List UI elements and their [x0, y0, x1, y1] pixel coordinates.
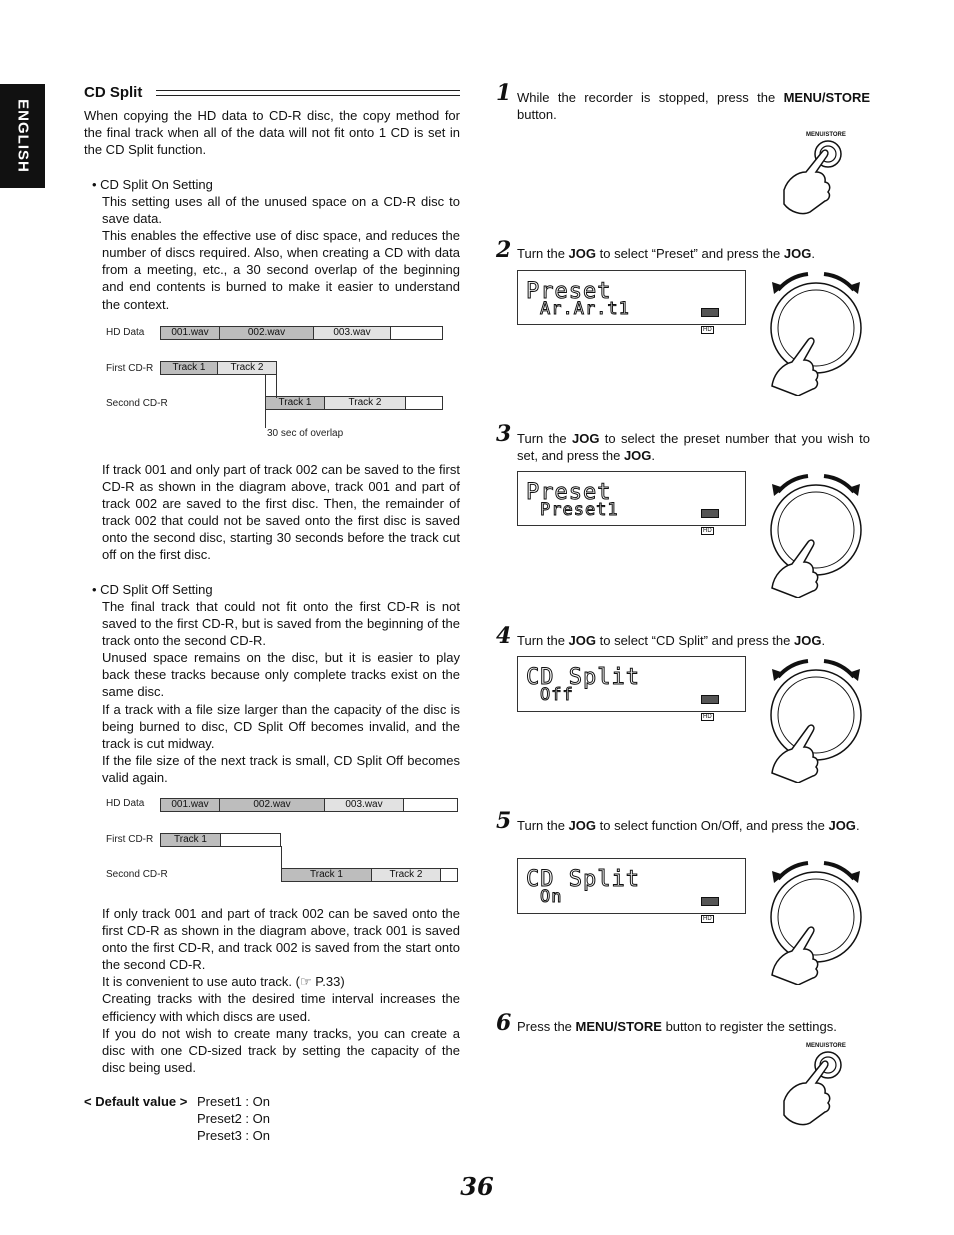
split-off-diagram [84, 795, 460, 895]
hd-segment: 003.wav [313, 326, 391, 340]
hd-segment: 002.wav [219, 798, 325, 812]
heading-rule [156, 90, 460, 96]
hd-data-label: HD Data [106, 798, 145, 809]
jog-dial-icon [768, 268, 864, 396]
lcd-indicator [701, 893, 735, 922]
step-number: 2 [496, 237, 512, 263]
lcd-line-1: Preset [526, 279, 612, 304]
section-title: CD Split [84, 84, 148, 101]
on-line-1: This setting uses all of the unused space on a CD-R disc to save data. [102, 194, 460, 227]
step-number: 4 [496, 623, 512, 649]
page-number: 36 [460, 1172, 494, 1201]
step-instruction: Turn the JOG to select “CD Split” and press the JOG. [517, 633, 826, 648]
step-number: 5 [496, 808, 512, 834]
jog-dial-icon [768, 470, 864, 598]
off-setting-body [102, 598, 460, 786]
overlap-line [276, 374, 277, 398]
off-setting-title: • CD Split Off Setting [92, 582, 213, 597]
default-value: Preset3 : On [197, 1128, 270, 1144]
overlap-marker [265, 410, 266, 428]
step-number: 3 [496, 421, 512, 447]
first-cd-segment: Track 1 [160, 361, 218, 375]
lcd-line-1: Preset [526, 480, 612, 505]
default-values [84, 1093, 187, 1110]
off-line-1: The final track that could not fit onto the first CD-R is not saved to the first CD-R, but is saved from the beginning of the track onto the second CD-R. [102, 599, 460, 649]
intro-paragraph: When copying the HD data to CD-R disc, the copy method for the final track when all of the data will not fit onto 1 CD is set in the CD Split function. [84, 108, 460, 158]
second-cd-segment: Track 1 [281, 868, 372, 882]
menu-store-label: MENU/STORE [806, 132, 846, 138]
overlap-note: 30 sec of overlap [267, 428, 344, 439]
default-value: Preset2 : On [197, 1111, 270, 1127]
hd-segment: 002.wav [219, 326, 314, 340]
lcd-line-1: CD Split [526, 867, 640, 892]
language-label: ENGLISH [14, 99, 31, 173]
hd-badge: HD [703, 916, 712, 922]
jog-dial-icon [768, 655, 864, 783]
hd-badge: HD [703, 327, 712, 333]
lcd-line-2: Off [540, 685, 574, 705]
step-instruction: Press the MENU/STORE button to register the settings. [517, 1019, 837, 1034]
hd-badge: HD [703, 714, 712, 720]
lcd-line-1: CD Split [526, 665, 640, 690]
language-tab [0, 84, 45, 188]
hd-segment: 001.wav [160, 326, 220, 340]
lcd-display [517, 858, 746, 922]
lcd-indicator [701, 505, 735, 534]
off-after-2: It is convenient to use auto track. (☞ P.33) [102, 974, 345, 990]
off-setting-after [102, 905, 460, 1076]
off-line-3: If a track with a file size larger than the capacity of the disc is being burned to disc, CD Split Off becomes invalid, and the track is cut midway. [102, 701, 460, 751]
lcd-display [517, 471, 746, 534]
overlap-line [265, 374, 266, 398]
menu-store-illustration [776, 130, 856, 215]
menu-store-label: MENU/STORE [806, 1043, 846, 1049]
hand-press-icon [776, 1049, 856, 1127]
second-cd-segment: Track 2 [324, 396, 406, 410]
on-setting-after: If track 001 and only part of track 002 can be saved to the first CD-R as shown in the diagram above, track 001 and part of track 002 are saved to the first disc. Then, the remainder of track 002 that could not be saved onto the first disc is saved onto the second disc, starting 30 seconds before the track cut off on the first disc. [102, 462, 460, 563]
off-line-4: If the file size of the next track is small, CD Split Off becomes valid again. [102, 752, 460, 785]
second-cd-empty [440, 868, 458, 882]
hd-empty-segment [390, 326, 443, 340]
default-value: Preset1 : On [197, 1094, 270, 1109]
second-cd-segment: Track 2 [371, 868, 441, 882]
lcd-display [517, 656, 746, 720]
lcd-line-2: Preset1 [540, 500, 619, 520]
first-cd-segment: Track 2 [217, 361, 277, 375]
hd-empty-segment [403, 798, 458, 812]
on-setting-body [102, 193, 460, 313]
hd-badge: HD [703, 528, 712, 534]
step-instruction: Turn the JOG to select the preset number that you wish to set, and press the JOG. [517, 431, 870, 464]
hand-press-icon [776, 138, 856, 216]
lcd-indicator [701, 691, 735, 720]
first-cd-label: First CD-R [106, 363, 154, 374]
hd-data-label: HD Data [106, 327, 145, 338]
off-after-3: Creating tracks with the desired time interval increases the efficiency with which discs are used. [102, 991, 460, 1024]
step-instruction: While the recorder is stopped, press the MENU/STORE button. [517, 90, 870, 123]
on-line-2: This enables the effective use of disc space, and reduces the number of discs required. Also, when creating a CD with data from a meeting, etc., a 30 second overlap of the beginning and end contents is burned to make it easier to understand the context. [102, 228, 460, 312]
off-after-4: If you do not wish to create many tracks, you can create a disc with one CD-sized track by setting the capacity of the disc being used. [102, 1025, 460, 1075]
step-instruction: Turn the JOG to select “Preset” and press the JOG. [517, 246, 815, 261]
step-instruction: Turn the JOG to select function On/Off, and press the JOG. [517, 818, 860, 833]
off-after-1: If only track 001 and part of track 002 can be saved onto the first CD-R as shown in the diagram above, track 001 is saved onto the first CD-R, and track 002 is saved from the start onto the second CD-R. [102, 906, 460, 973]
jog-dial-icon [768, 857, 864, 985]
lcd-display [517, 270, 746, 333]
second-cd-segment: Track 1 [265, 396, 325, 410]
first-cd-empty [220, 833, 281, 847]
menu-store-illustration [776, 1041, 856, 1126]
lcd-indicator [701, 304, 735, 333]
section-heading [84, 84, 460, 102]
on-setting-title: • CD Split On Setting [92, 177, 213, 192]
default-label: < Default value > [84, 1094, 188, 1109]
step-number: 1 [496, 80, 512, 106]
hd-segment: 003.wav [324, 798, 404, 812]
boundary-line [281, 846, 282, 868]
split-on-diagram [84, 322, 460, 444]
hd-segment: 001.wav [160, 798, 220, 812]
second-cd-empty [405, 396, 443, 410]
off-line-2: Unused space remains on the disc, but it is easier to play back these tracks because only complete tracks exist on the same disc. [102, 650, 460, 700]
first-cd-segment: Track 1 [160, 833, 221, 847]
lcd-line-2: On [540, 887, 563, 907]
second-cd-label: Second CD-R [106, 869, 168, 880]
first-cd-label: First CD-R [106, 834, 154, 845]
second-cd-label: Second CD-R [106, 398, 168, 409]
default-list [197, 1093, 270, 1144]
step-number: 6 [496, 1010, 512, 1036]
lcd-line-2: Ar.Ar.t1 [540, 299, 630, 319]
